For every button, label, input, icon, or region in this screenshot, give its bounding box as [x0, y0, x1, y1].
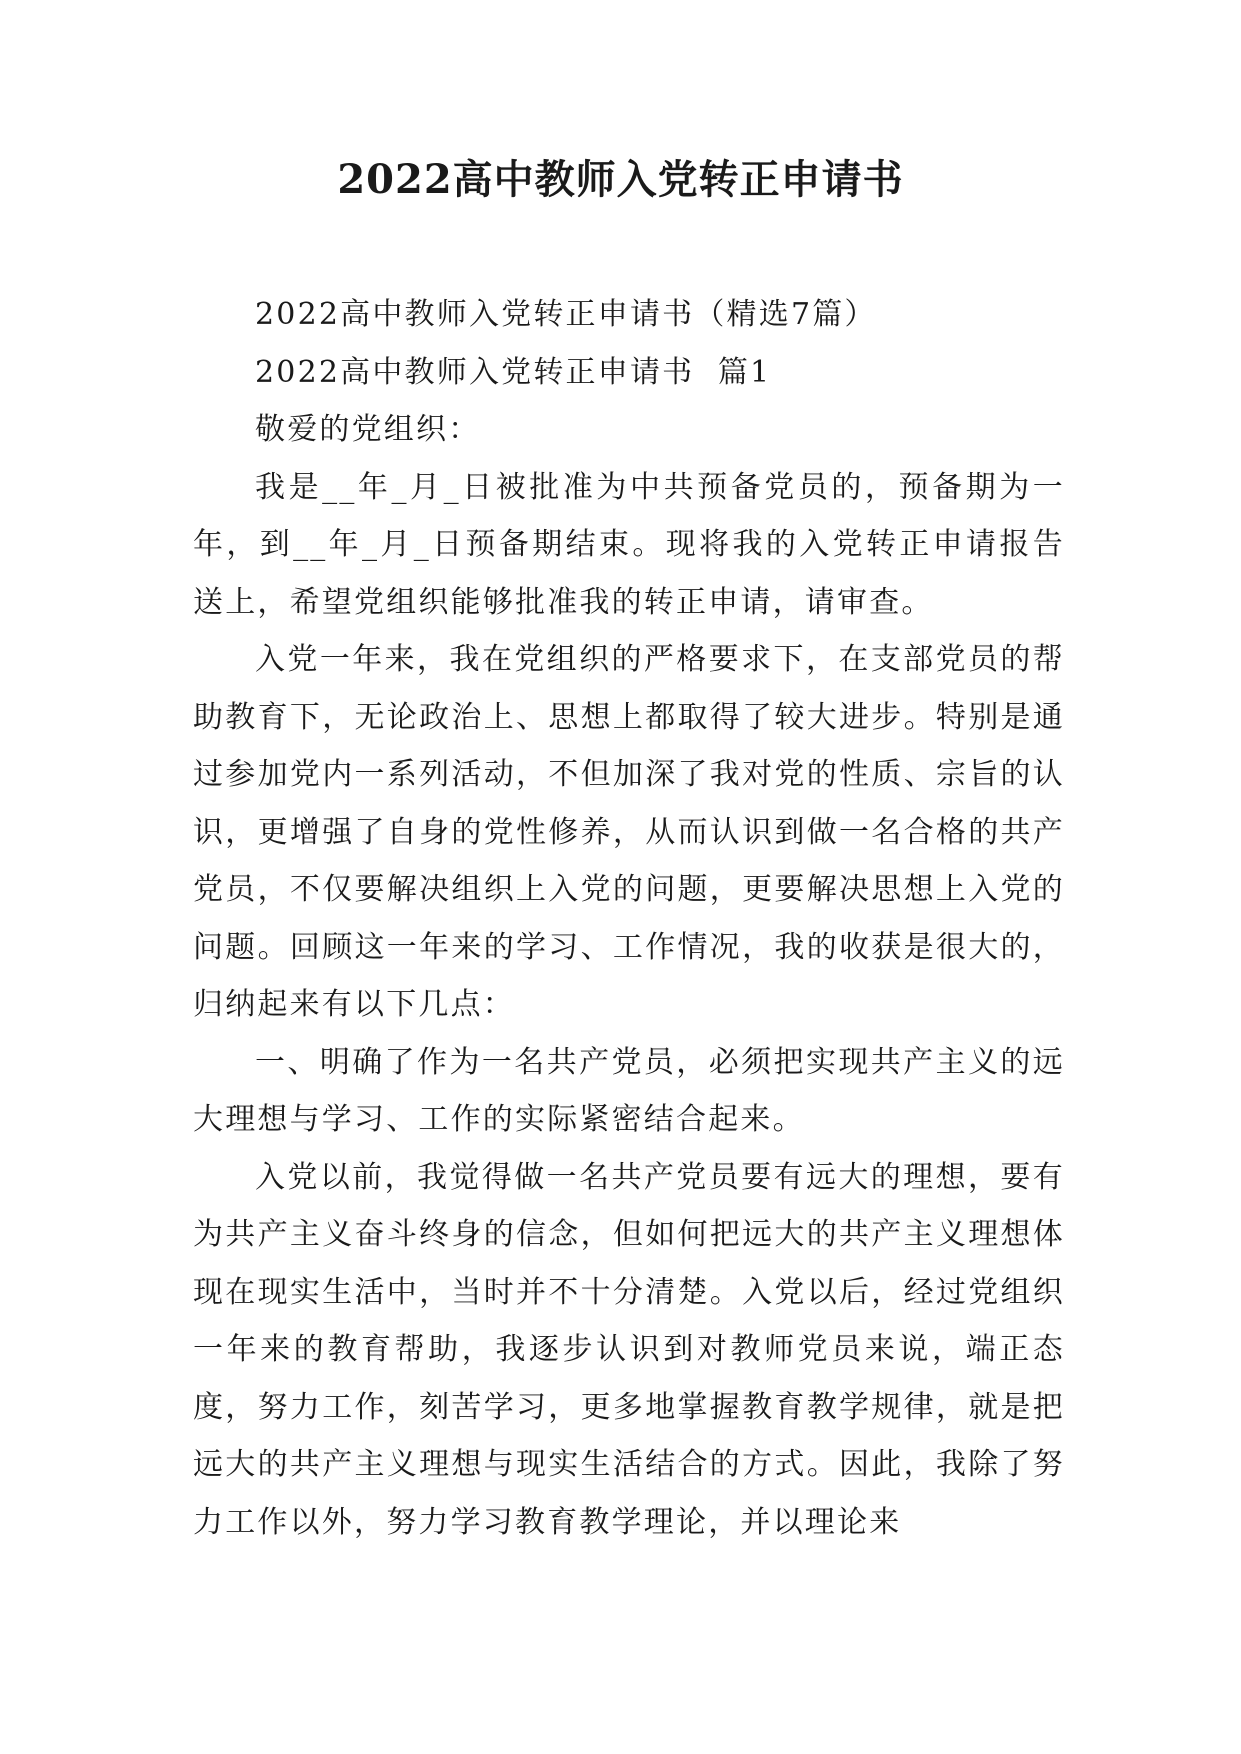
- salutation: 敬爱的党组织：: [255, 412, 481, 447]
- paragraph: 一、明确了作为一名共产党员，必须把实现共产主义的远大理想与学习、工作的实际紧密结合起来。: [193, 1044, 1065, 1137]
- document-title: 2022高中教师入党转正申请书: [337, 156, 904, 203]
- section-heading: 2022高中教师入党转正申请书 篇1: [255, 354, 772, 390]
- paragraph: 我是__年_月_日被批准为中共预备党员的，预备期为一年，到__年_月_日预备期结束。现将我的入党转正申请报告送上，希望党组织能够批准我的转正申请，请审查。: [193, 469, 1065, 620]
- paragraph: 入党以前，我觉得做一名共产党员要有远大的理想，要有为共产主义奋斗终身的信念，但如何把远大的共产主义理想体现在现实生活中，当时并不十分清楚。入党以后，经过党组织一年来的教育帮助，我逐步认识到对教师党员来说，端正态度，努力工作，刻苦学习，更多地掌握教育教学规律，就是把远大的共产主义理想与现实生活结合的方式。因此，我除了努力工作以外，努力学习教育教学理论，并以理论来: [193, 1159, 1065, 1540]
- document-subtitle: 2022高中教师入党转正申请书（精选7篇）: [255, 297, 877, 332]
- document-body: [193, 286, 1065, 1551]
- paragraph: 入党一年来，我在党组织的严格要求下，在支部党员的帮助教育下，无论政治上、思想上都取得了较大进步。特别是通过参加党内一系列活动，不但加深了我对党的性质、宗旨的认识，更增强了自身的党性修养，从而认识到做一名合格的共产党员，不仅要解决组织上入党的问题，更要解决思想上入党的问题。回顾这一年来的学习、工作情况，我的收获是很大的，归纳起来有以下几点：: [193, 642, 1065, 1022]
